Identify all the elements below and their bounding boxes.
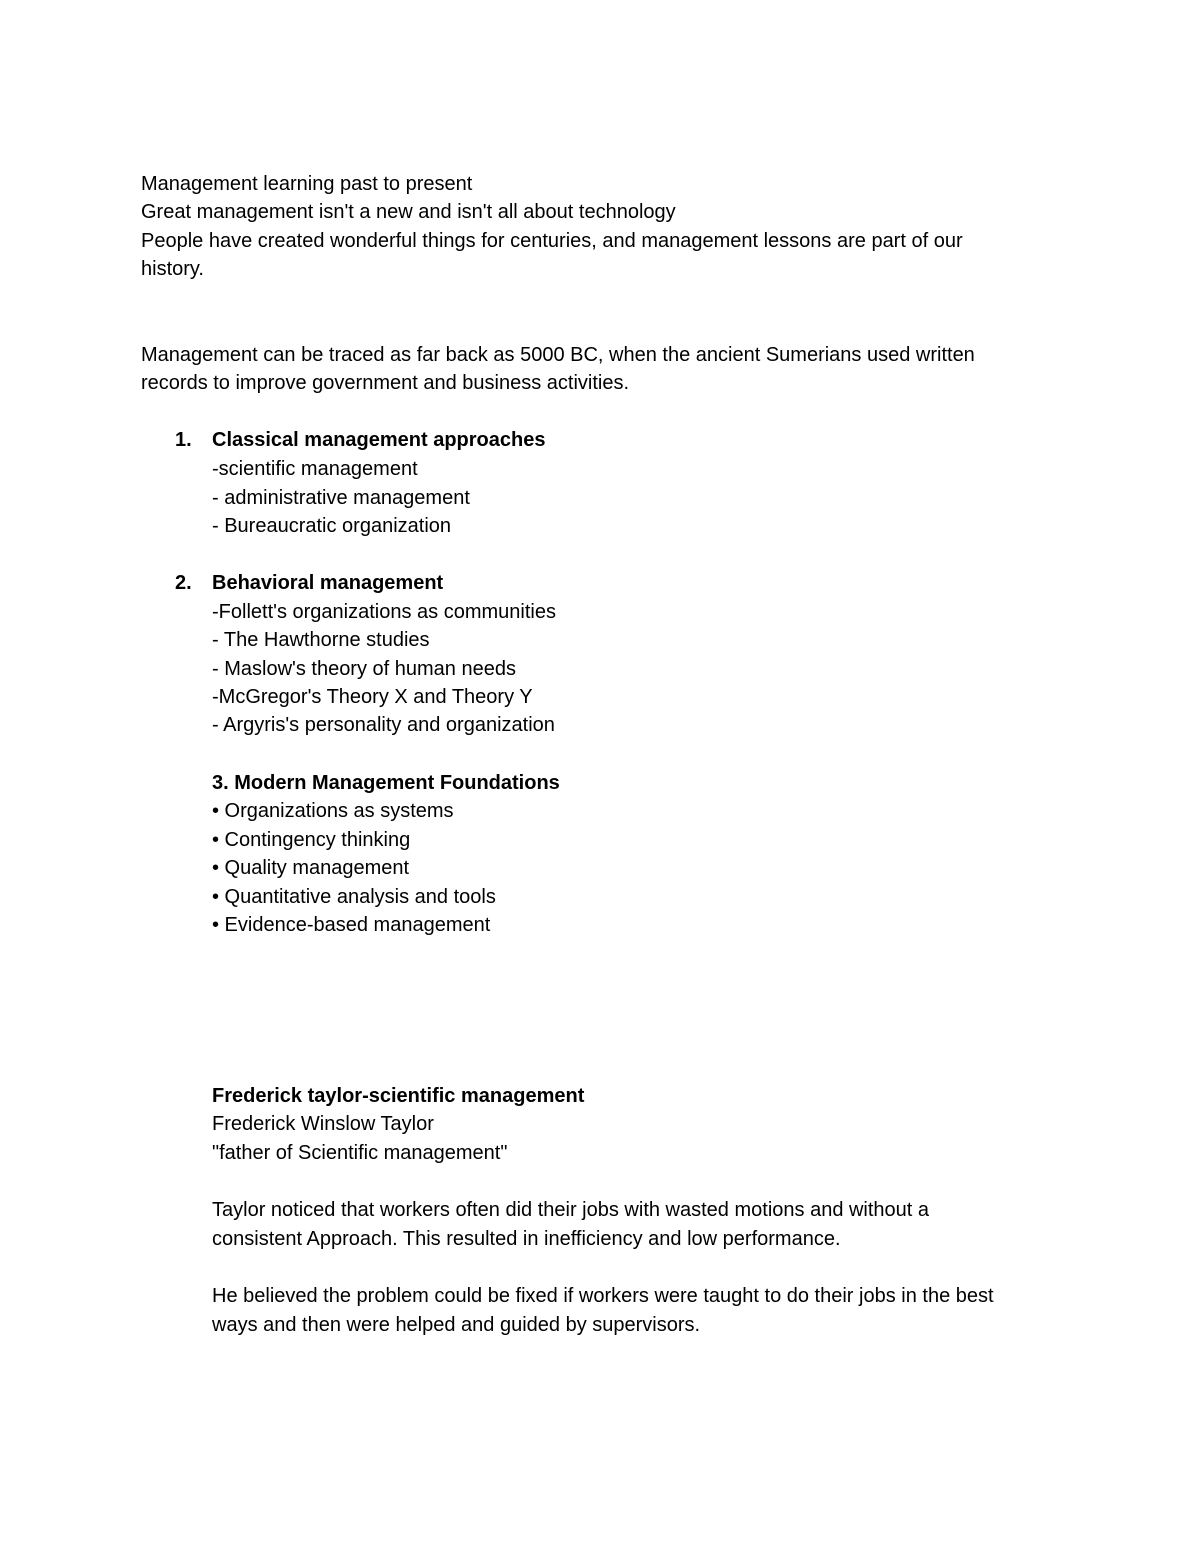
history-line-1: Management can be traced as far back as 5000 BC, when the ancient Sumerians used written	[141, 344, 975, 366]
section-1-heading: Classical management approaches	[212, 429, 546, 451]
section-3-item: • Evidence-based management	[212, 914, 491, 936]
intro-line-2: Great management isn't a new and isn't all about technology	[141, 201, 676, 223]
section-3-item: • Contingency thinking	[212, 829, 411, 851]
section-2-item: - Argyris's personality and organization	[212, 714, 555, 736]
section-2-item: -Follett's organizations as communities	[212, 601, 556, 623]
section-3-item: • Organizations as systems	[212, 800, 454, 822]
intro-line-3b: history.	[141, 258, 204, 280]
section-1-number: 1.	[175, 429, 192, 451]
taylor-paragraph-1-line-2: consistent Approach. This resulted in inefficiency and low performance.	[212, 1228, 841, 1250]
section-3-item: • Quality management	[212, 857, 410, 879]
history-line-2: records to improve government and business activities.	[141, 372, 630, 394]
section-2-item: - The Hawthorne studies	[212, 629, 430, 651]
taylor-title: "father of Scientific management"	[212, 1142, 508, 1164]
taylor-name: Frederick Winslow Taylor	[212, 1113, 434, 1135]
taylor-heading: Frederick taylor-scientific management	[212, 1085, 585, 1107]
section-2-item: -McGregor's Theory X and Theory Y	[212, 686, 533, 708]
intro-line-1: Management learning past to present	[141, 173, 473, 195]
section-1-item: - administrative management	[212, 487, 470, 509]
taylor-paragraph-2-line-2: ways and then were helped and guided by supervisors.	[212, 1314, 701, 1336]
section-2-item: - Maslow's theory of human needs	[212, 658, 516, 680]
taylor-paragraph-2-line-1: He believed the problem could be fixed if workers were taught to do their jobs in the best	[212, 1285, 994, 1307]
section-2-number: 2.	[175, 572, 192, 594]
section-1-item: -scientific management	[212, 458, 418, 480]
section-2-heading: Behavioral management	[212, 572, 444, 594]
section-1-item: - Bureaucratic organization	[212, 515, 452, 537]
intro-line-3a: People have created wonderful things for centuries, and management lessons are part of our	[141, 230, 963, 252]
section-3-item: • Quantitative analysis and tools	[212, 886, 496, 908]
taylor-paragraph-1-line-1: Taylor noticed that workers often did their jobs with wasted motions and without a	[212, 1199, 930, 1221]
section-3-heading: 3. Modern Management Foundations	[212, 772, 560, 794]
